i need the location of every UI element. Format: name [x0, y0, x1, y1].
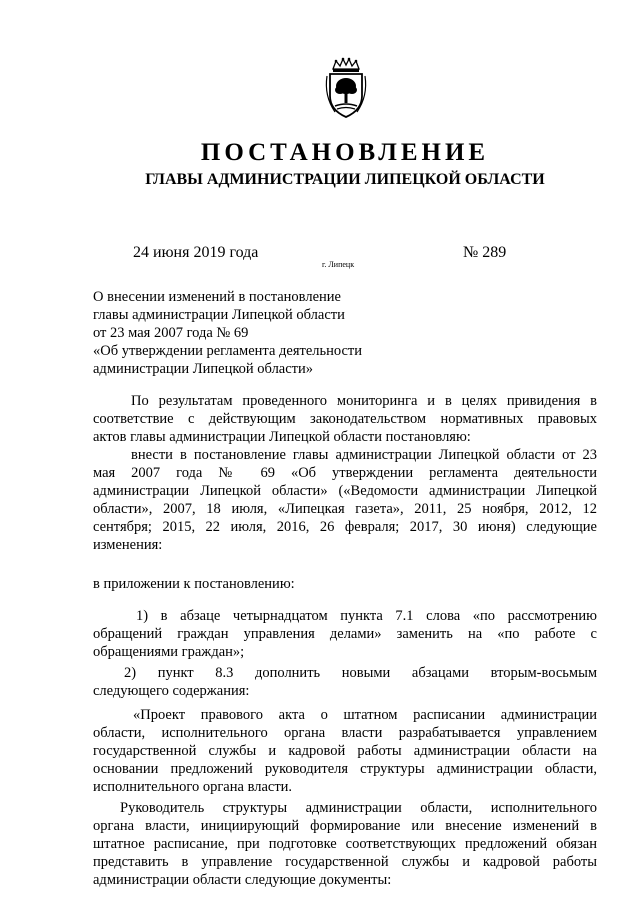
text-line: области», 2007, 18 июля, «Липецкая газета», 2011, 25 ноября, 2012, 12 — [93, 501, 597, 517]
text-line: исполнительного органа власти. — [93, 779, 293, 795]
text-line: мая 2007 года № 69 «Об утверждении регламента деятельности — [93, 465, 597, 481]
text-line: представить в управление государственной службы и кадровой работы — [93, 854, 597, 870]
subject-line: администрации Липецкой области» — [93, 361, 314, 377]
text-line: администрации области следующие документы: — [93, 872, 392, 888]
text-line: государственной службы и кадровой работы администрации области на — [93, 743, 597, 759]
appendix-heading — [93, 575, 597, 593]
subject-line: О внесении изменений в постановление — [93, 289, 341, 305]
text-line: сентября; 2015, 22 июля, 2016, 26 февраля; 2017, 30 июня) следующие — [93, 519, 597, 535]
quote-paragraph-2 — [93, 799, 597, 889]
text-line: обращениями граждан»; — [93, 644, 245, 660]
text-line: обращений граждан управления делами» заменить на «по работе с — [93, 626, 597, 642]
text-line: следующего содержания: — [93, 683, 250, 699]
text-line: «Проект правового акта о штатном расписании администрации — [133, 707, 597, 723]
text-line: изменения: — [93, 537, 163, 553]
text-line: в приложении к постановлению: — [93, 576, 295, 592]
text-line: области, исполнительного органа власти разрабатывается управлением — [93, 725, 597, 741]
text-line: основании предложений руководителя структуры администрации области, — [93, 761, 597, 777]
text-line: По результатам проведенного мониторинга и в целях привидения в — [131, 393, 597, 409]
text-line: Руководитель структуры администрации области, исполнительного — [120, 800, 597, 816]
document-subject — [93, 288, 393, 378]
subject-line: от 23 мая 2007 года № 69 — [93, 325, 249, 341]
item-1 — [93, 607, 597, 661]
document-title: ПОСТАНОВЛЕНИЕ — [200, 139, 490, 166]
text-line: внести в постановление главы администрации Липецкой области от 23 — [131, 447, 597, 463]
document-subtitle: ГЛАВЫ АДМИНИСТРАЦИИ ЛИПЕЦКОЙ ОБЛАСТИ — [145, 171, 545, 188]
subject-line: главы администрации Липецкой области — [93, 307, 345, 323]
text-line: органа власти, инициирующий формирование или внесение изменений в — [93, 818, 597, 834]
item-2 — [93, 664, 597, 700]
paragraph-preamble — [93, 392, 597, 446]
document-date: 24 июня 2019 года — [133, 244, 259, 261]
text-line: соответствие с действующим законодательством нормативных правовых — [93, 411, 597, 427]
text-line: актов главы администрации Липецкой области постановляю: — [93, 429, 471, 445]
text-line: администрации Липецкой области» («Ведомости администрации Липецкой — [93, 483, 597, 499]
text-line: 1) в абзаце четырнадцатом пункта 7.1 слова «по рассмотрению — [136, 608, 597, 624]
document-city: г. Липецк — [322, 260, 355, 269]
text-line: штатное расписание, при подготовке соответствующих предложений обязан — [93, 836, 597, 852]
text-line: 2) пункт 8.3 дополнить новыми абзацами вторым-восьмым — [124, 665, 597, 681]
document-number: № 289 — [463, 244, 507, 261]
paragraph-resolution — [93, 446, 597, 554]
subject-line: «Об утверждении регламента деятельности — [93, 343, 363, 359]
coat-of-arms-icon — [323, 56, 369, 120]
quote-paragraph-1 — [93, 706, 597, 796]
